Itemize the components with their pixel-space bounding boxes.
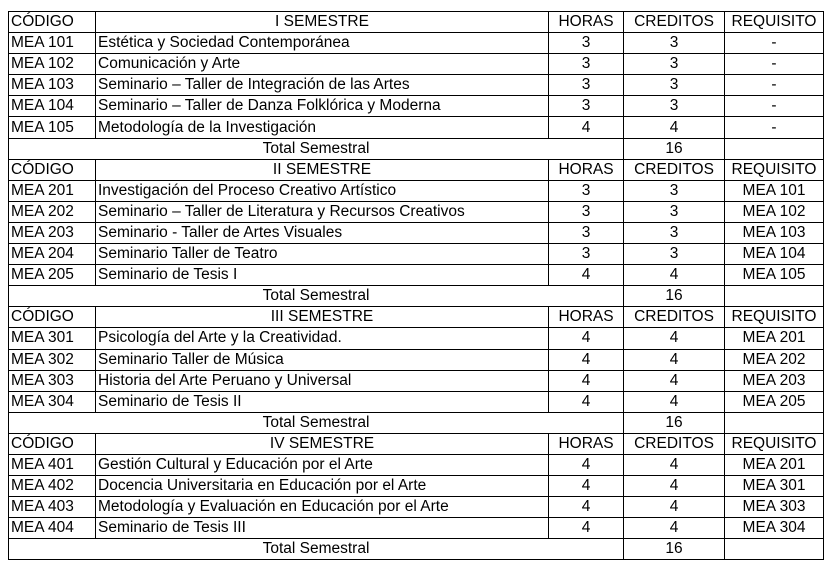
course-name: Docencia Universitaria en Educación por el Arte — [96, 476, 549, 497]
course-row — [9, 349, 824, 370]
requisite-header: REQUISITO — [725, 433, 824, 454]
total-row — [9, 412, 824, 433]
course-name: Seminario de Tesis II — [96, 391, 549, 412]
course-credits: 3 — [624, 201, 725, 222]
course-hours: 3 — [549, 33, 624, 54]
semester-title: II SEMESTRE — [96, 159, 549, 180]
total-empty-cell — [725, 286, 824, 307]
course-code: MEA 404 — [9, 518, 96, 539]
course-hours: 3 — [549, 96, 624, 117]
credits-header: CREDITOS — [624, 159, 725, 180]
course-requisite: MEA 103 — [725, 222, 824, 243]
course-requisite: - — [725, 33, 824, 54]
course-requisite: MEA 205 — [725, 391, 824, 412]
total-label: Total Semestral — [9, 412, 624, 433]
course-credits: 4 — [624, 391, 725, 412]
course-hours: 4 — [549, 349, 624, 370]
course-credits: 3 — [624, 244, 725, 265]
semester-header-row — [9, 433, 824, 454]
course-code: MEA 202 — [9, 201, 96, 222]
course-code: MEA 203 — [9, 222, 96, 243]
course-name: Investigación del Proceso Creativo Artístico — [96, 180, 549, 201]
credits-header: CREDITOS — [624, 12, 725, 33]
course-row — [9, 117, 824, 138]
total-empty-cell — [725, 539, 824, 560]
course-name: Metodología y Evaluación en Educación por el Arte — [96, 497, 549, 518]
course-name: Metodología de la Investigación — [96, 117, 549, 138]
semester-title: I SEMESTRE — [96, 12, 549, 33]
course-requisite: - — [725, 117, 824, 138]
semester-header-row — [9, 307, 824, 328]
course-code: MEA 302 — [9, 349, 96, 370]
course-requisite: MEA 201 — [725, 454, 824, 475]
course-row — [9, 180, 824, 201]
total-empty-cell — [725, 412, 824, 433]
course-credits: 4 — [624, 265, 725, 286]
total-label: Total Semestral — [9, 138, 624, 159]
total-label: Total Semestral — [9, 539, 624, 560]
course-hours: 4 — [549, 476, 624, 497]
course-requisite: - — [725, 75, 824, 96]
course-hours: 4 — [549, 328, 624, 349]
course-row — [9, 476, 824, 497]
course-row — [9, 54, 824, 75]
course-credits: 4 — [624, 117, 725, 138]
requisite-header: REQUISITO — [725, 159, 824, 180]
course-name: Gestión Cultural y Educación por el Arte — [96, 454, 549, 475]
total-empty-cell — [725, 138, 824, 159]
semester-title: IV SEMESTRE — [96, 433, 549, 454]
course-code: MEA 303 — [9, 370, 96, 391]
course-hours: 3 — [549, 180, 624, 201]
course-hours: 4 — [549, 391, 624, 412]
course-hours: 4 — [549, 370, 624, 391]
course-hours: 4 — [549, 454, 624, 475]
course-code: MEA 204 — [9, 244, 96, 265]
course-hours: 4 — [549, 497, 624, 518]
hours-header: HORAS — [549, 159, 624, 180]
course-hours: 3 — [549, 75, 624, 96]
curriculum-body — [9, 12, 824, 560]
course-row — [9, 265, 824, 286]
course-requisite: MEA 104 — [725, 244, 824, 265]
course-requisite: - — [725, 54, 824, 75]
course-name: Seminario – Taller de Danza Folklórica y Moderna — [96, 96, 549, 117]
course-code: MEA 403 — [9, 497, 96, 518]
total-row — [9, 539, 824, 560]
credits-header: CREDITOS — [624, 433, 725, 454]
course-code: MEA 402 — [9, 476, 96, 497]
course-credits: 4 — [624, 349, 725, 370]
semester-header-row — [9, 12, 824, 33]
course-row — [9, 201, 824, 222]
course-credits: 3 — [624, 96, 725, 117]
course-row — [9, 391, 824, 412]
course-credits: 4 — [624, 328, 725, 349]
total-credits: 16 — [624, 412, 725, 433]
course-credits: 4 — [624, 518, 725, 539]
total-row — [9, 286, 824, 307]
course-requisite: MEA 303 — [725, 497, 824, 518]
course-code: MEA 102 — [9, 54, 96, 75]
hours-header: HORAS — [549, 433, 624, 454]
semester-header-row — [9, 159, 824, 180]
course-code: MEA 105 — [9, 117, 96, 138]
course-requisite: MEA 301 — [725, 476, 824, 497]
course-name: Estética y Sociedad Contemporánea — [96, 33, 549, 54]
course-name: Seminario - Taller de Artes Visuales — [96, 222, 549, 243]
course-requisite: - — [725, 96, 824, 117]
course-credits: 4 — [624, 497, 725, 518]
course-code: MEA 304 — [9, 391, 96, 412]
course-row — [9, 454, 824, 475]
total-credits: 16 — [624, 286, 725, 307]
course-name: Seminario Taller de Teatro — [96, 244, 549, 265]
credits-header: CREDITOS — [624, 307, 725, 328]
code-header: CÓDIGO — [9, 159, 96, 180]
course-code: MEA 104 — [9, 96, 96, 117]
total-credits: 16 — [624, 539, 725, 560]
course-credits: 3 — [624, 33, 725, 54]
course-credits: 3 — [624, 75, 725, 96]
course-requisite: MEA 105 — [725, 265, 824, 286]
requisite-header: REQUISITO — [725, 307, 824, 328]
course-credits: 3 — [624, 54, 725, 75]
course-code: MEA 205 — [9, 265, 96, 286]
hours-header: HORAS — [549, 12, 624, 33]
code-header: CÓDIGO — [9, 433, 96, 454]
course-row — [9, 518, 824, 539]
course-code: MEA 103 — [9, 75, 96, 96]
semester-title: III SEMESTRE — [96, 307, 549, 328]
course-requisite: MEA 203 — [725, 370, 824, 391]
requisite-header: REQUISITO — [725, 12, 824, 33]
course-row — [9, 33, 824, 54]
course-name: Comunicación y Arte — [96, 54, 549, 75]
course-requisite: MEA 101 — [725, 180, 824, 201]
course-name: Seminario Taller de Música — [96, 349, 549, 370]
course-hours: 3 — [549, 222, 624, 243]
code-header: CÓDIGO — [9, 307, 96, 328]
course-row — [9, 96, 824, 117]
course-row — [9, 497, 824, 518]
course-row — [9, 370, 824, 391]
course-name: Psicología del Arte y la Creatividad. — [96, 328, 549, 349]
course-name: Seminario – Taller de Integración de las Artes — [96, 75, 549, 96]
course-requisite: MEA 201 — [725, 328, 824, 349]
course-credits: 3 — [624, 180, 725, 201]
course-code: MEA 101 — [9, 33, 96, 54]
course-row — [9, 75, 824, 96]
course-row — [9, 328, 824, 349]
course-hours: 4 — [549, 117, 624, 138]
course-credits: 4 — [624, 476, 725, 497]
course-name: Seminario de Tesis III — [96, 518, 549, 539]
course-hours: 3 — [549, 54, 624, 75]
course-credits: 3 — [624, 222, 725, 243]
course-code: MEA 301 — [9, 328, 96, 349]
course-credits: 4 — [624, 454, 725, 475]
total-row — [9, 138, 824, 159]
course-requisite: MEA 102 — [725, 201, 824, 222]
course-requisite: MEA 202 — [725, 349, 824, 370]
total-credits: 16 — [624, 138, 725, 159]
course-hours: 3 — [549, 244, 624, 265]
course-requisite: MEA 304 — [725, 518, 824, 539]
course-hours: 4 — [549, 265, 624, 286]
course-credits: 4 — [624, 370, 725, 391]
course-name: Seminario de Tesis I — [96, 265, 549, 286]
course-hours: 3 — [549, 201, 624, 222]
course-hours: 4 — [549, 518, 624, 539]
code-header: CÓDIGO — [9, 12, 96, 33]
course-code: MEA 401 — [9, 454, 96, 475]
curriculum-table — [8, 11, 824, 560]
course-row — [9, 244, 824, 265]
hours-header: HORAS — [549, 307, 624, 328]
course-code: MEA 201 — [9, 180, 96, 201]
course-name: Seminario – Taller de Literatura y Recursos Creativos — [96, 201, 549, 222]
course-row — [9, 222, 824, 243]
total-label: Total Semestral — [9, 286, 624, 307]
course-name: Historia del Arte Peruano y Universal — [96, 370, 549, 391]
